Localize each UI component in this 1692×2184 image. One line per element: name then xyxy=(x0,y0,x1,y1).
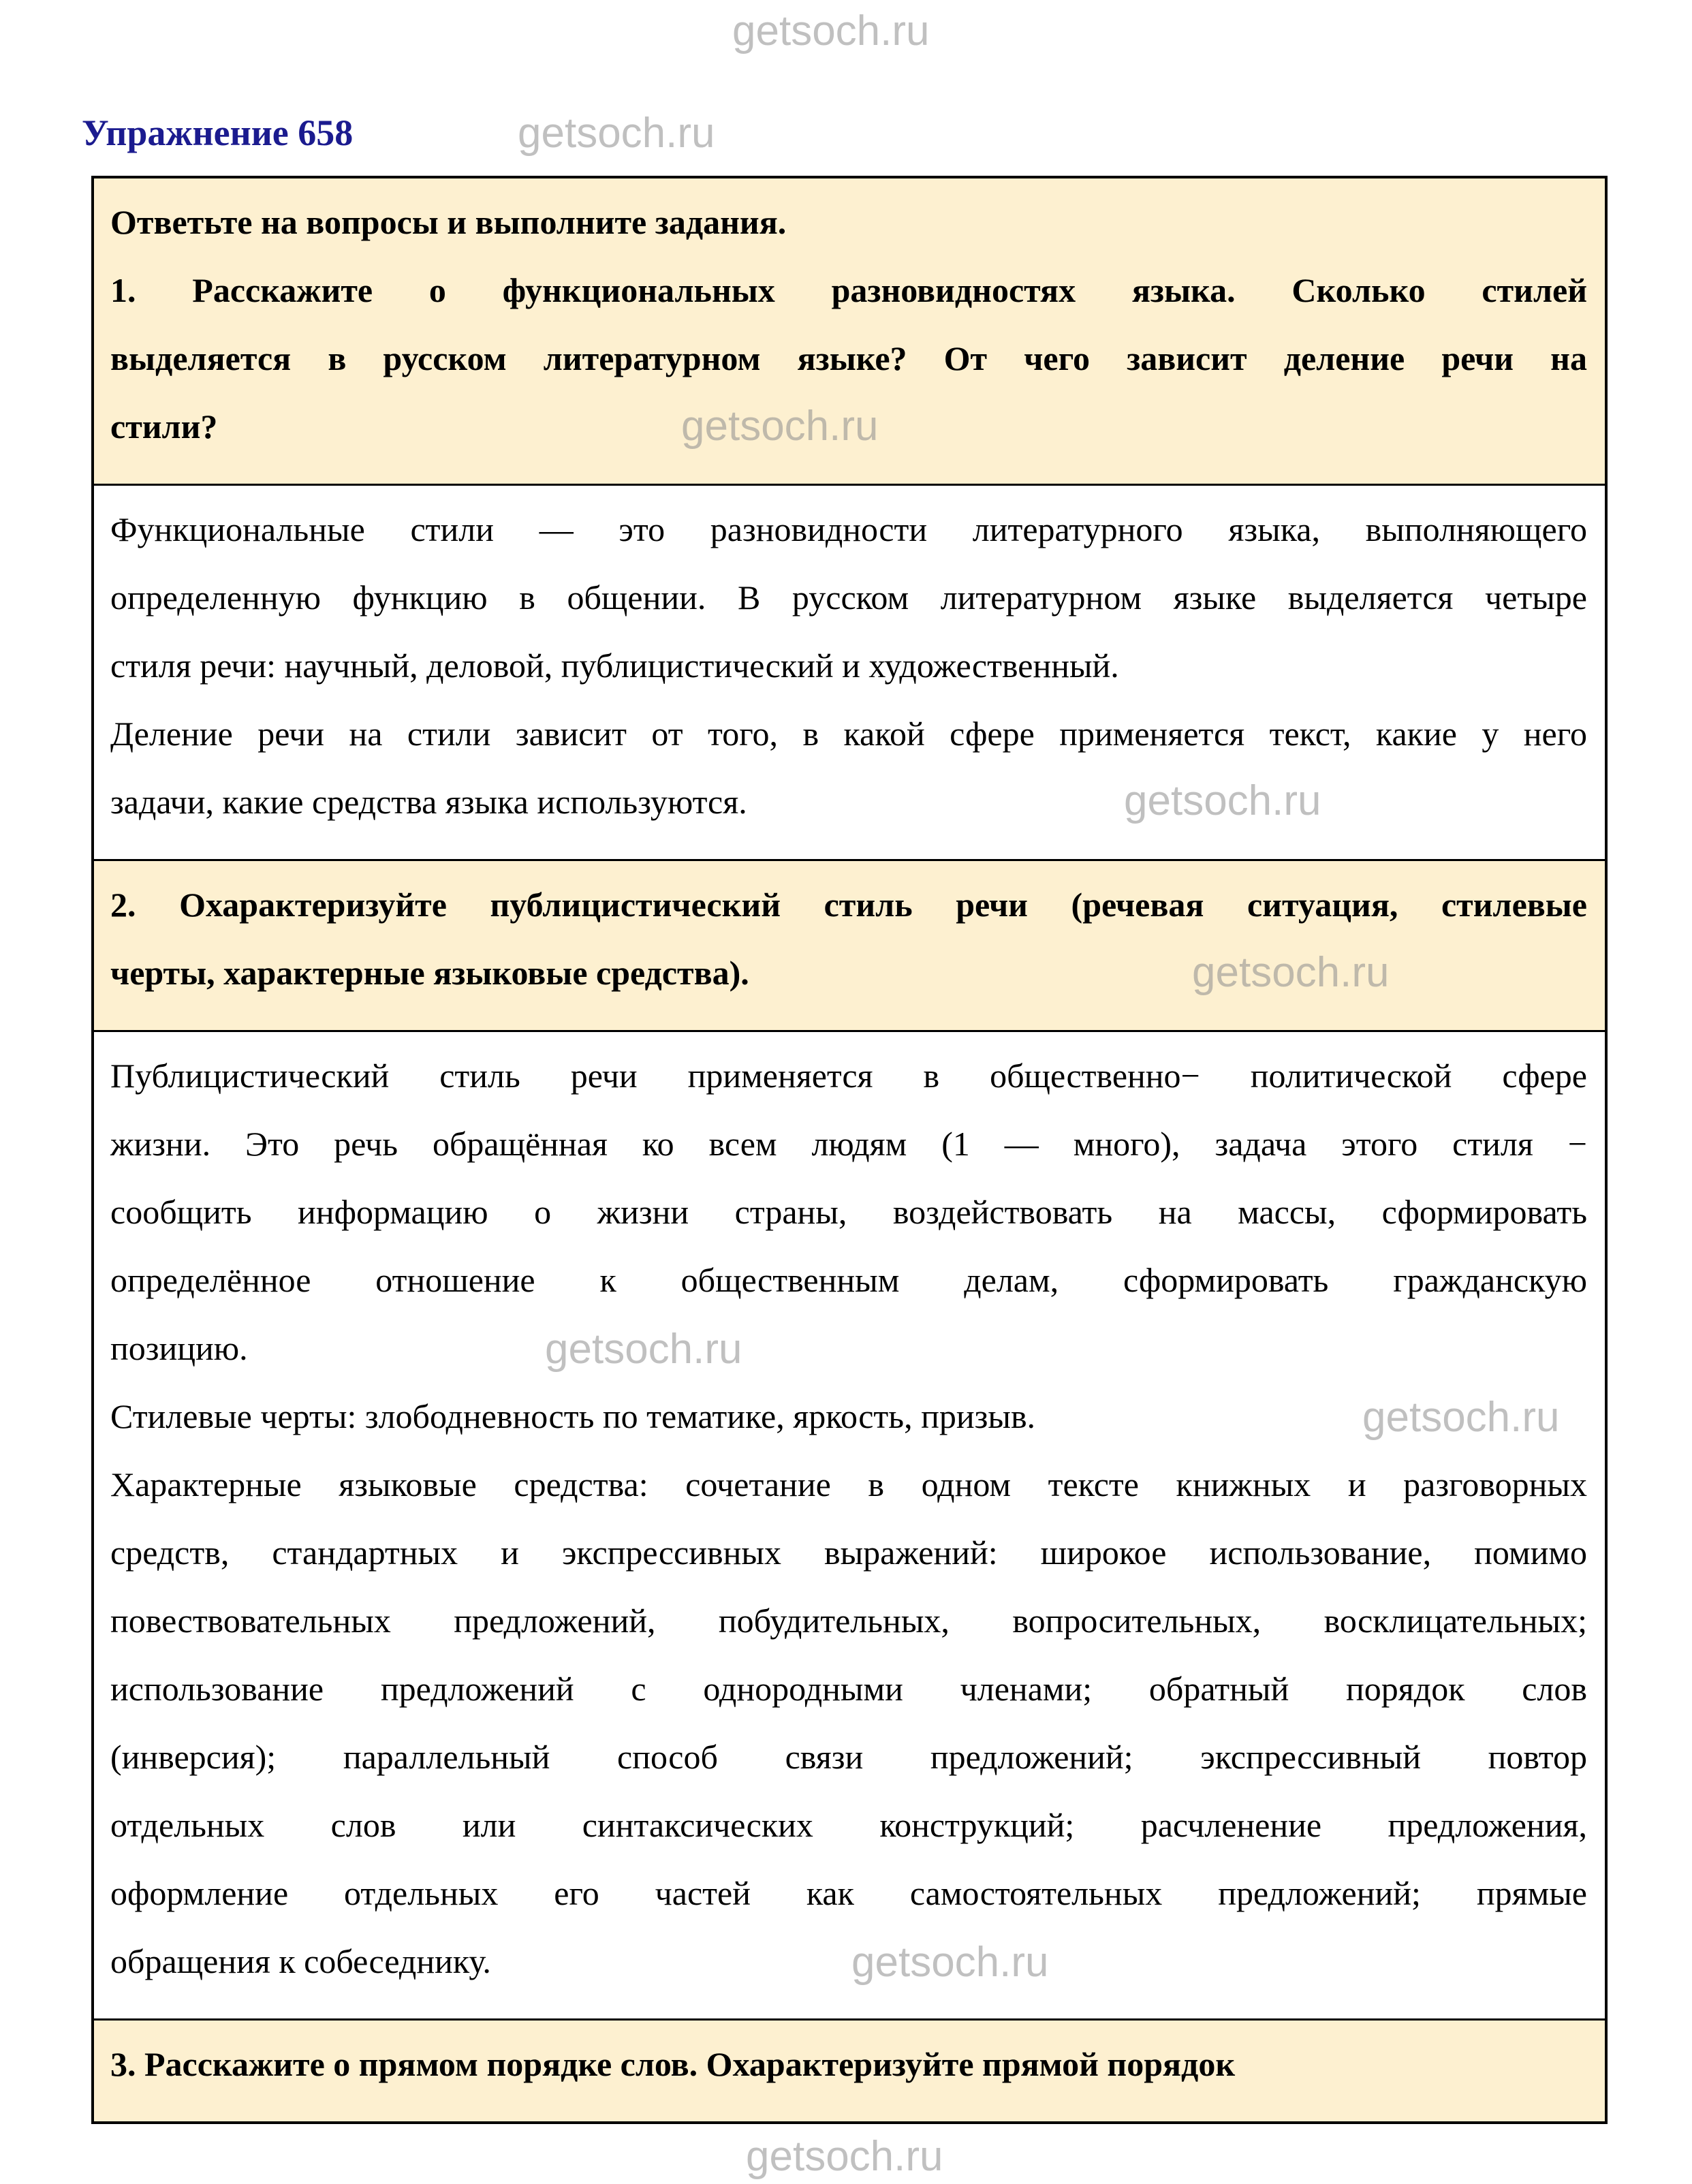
text-line: использование предложений с однородными членами; обратный порядок слов xyxy=(110,1670,1587,1708)
paragraph xyxy=(110,188,1587,256)
text-line: повествовательных предложений, побудительных, вопросительных, восклицательных; xyxy=(110,1602,1587,1640)
watermark: getsoch.ru xyxy=(681,403,879,450)
paragraph xyxy=(110,871,1587,1007)
text-line: 3. Расскажите о прямом порядке слов. Охарактеризуйте прямой порядок xyxy=(110,2045,1236,2083)
question-row xyxy=(94,2018,1605,2121)
text-line: (инверсия); параллельный способ связи предложений; экспрессивный повтор xyxy=(110,1738,1587,1776)
watermark: getsoch.ru xyxy=(545,1326,742,1373)
watermark: getsoch.ru xyxy=(518,110,715,157)
text-line: Характерные языковые средства: сочетание в одном тексте книжных и разговорных xyxy=(110,1465,1587,1503)
text-line: Стилевые черты: злободневность по тематике, яркость, призыв. xyxy=(110,1397,1036,1435)
paragraph xyxy=(110,1382,1587,1450)
text-line: Деление речи на стили зависит от того, в какой сфере применяется текст, какие у него xyxy=(110,715,1587,753)
paragraph xyxy=(110,495,1587,700)
text-line: жизни. Это речь обращённая ко всем людям (1 — много), задача этого стиля − xyxy=(110,1125,1587,1163)
text-line: стили? xyxy=(110,407,218,446)
text-line: Ответьте на вопросы и выполните задания. xyxy=(110,203,787,241)
text-line: черты, характерные языковые средства). xyxy=(110,954,749,992)
text-line: 2. Охарактеризуйте публицистический стиль речи (речевая ситуация, стилевые xyxy=(110,886,1587,924)
watermark: getsoch.ru xyxy=(1192,949,1390,996)
watermark: getsoch.ru xyxy=(851,1939,1049,1986)
text-line: определённое отношение к общественным делам, сформировать гражданскую xyxy=(110,1261,1587,1299)
watermark: getsoch.ru xyxy=(1124,777,1321,824)
text-line: задачи, какие средства языка используются. xyxy=(110,783,747,821)
text-line: обращения к собеседнику. xyxy=(110,1942,491,1980)
text-line: отдельных слов или синтаксических конструкций; расчленение предложения, xyxy=(110,1806,1587,1844)
paragraph xyxy=(110,256,1587,461)
text-line: оформление отдельных его частей как самостоятельных предложений; прямые xyxy=(110,1874,1587,1912)
paragraph xyxy=(110,1450,1587,1995)
watermark: getsoch.ru xyxy=(732,7,930,54)
answer-row xyxy=(94,1030,1605,2018)
watermark: getsoch.ru xyxy=(746,2133,943,2180)
text-line: Публицистический стиль речи применяется в общественно− политической сфере xyxy=(110,1057,1587,1095)
answer-row xyxy=(94,484,1605,859)
text-line: позицию. xyxy=(110,1329,248,1367)
text-line: средств, стандартных и экспрессивных выражений: широкое использование, помимо xyxy=(110,1533,1587,1572)
watermark: getsoch.ru xyxy=(1362,1394,1560,1441)
paragraph xyxy=(110,700,1587,836)
text-line: 1. Расскажите о функциональных разновидностях языка. Сколько стилей xyxy=(110,271,1587,309)
question-row xyxy=(94,859,1605,1030)
paragraph xyxy=(110,1042,1587,1382)
question-row xyxy=(94,178,1605,484)
text-line: Функциональные стили — это разновидности литературного языка, выполняющего xyxy=(110,510,1587,548)
paragraph xyxy=(110,2030,1587,2098)
text-line: определенную функцию в общении. В русском литературном языке выделяется четыре xyxy=(110,578,1587,617)
text-line: выделяется в русском литературном языке? От чего зависит деление речи на xyxy=(110,339,1587,377)
text-line: стиля речи: научный, деловой, публицистический и художественный. xyxy=(110,646,1119,685)
exercise-table xyxy=(91,176,1608,2124)
exercise-title: Упражнение 658 xyxy=(82,112,354,153)
text-line: сообщить информацию о жизни страны, воздействовать на массы, сформировать xyxy=(110,1193,1587,1231)
